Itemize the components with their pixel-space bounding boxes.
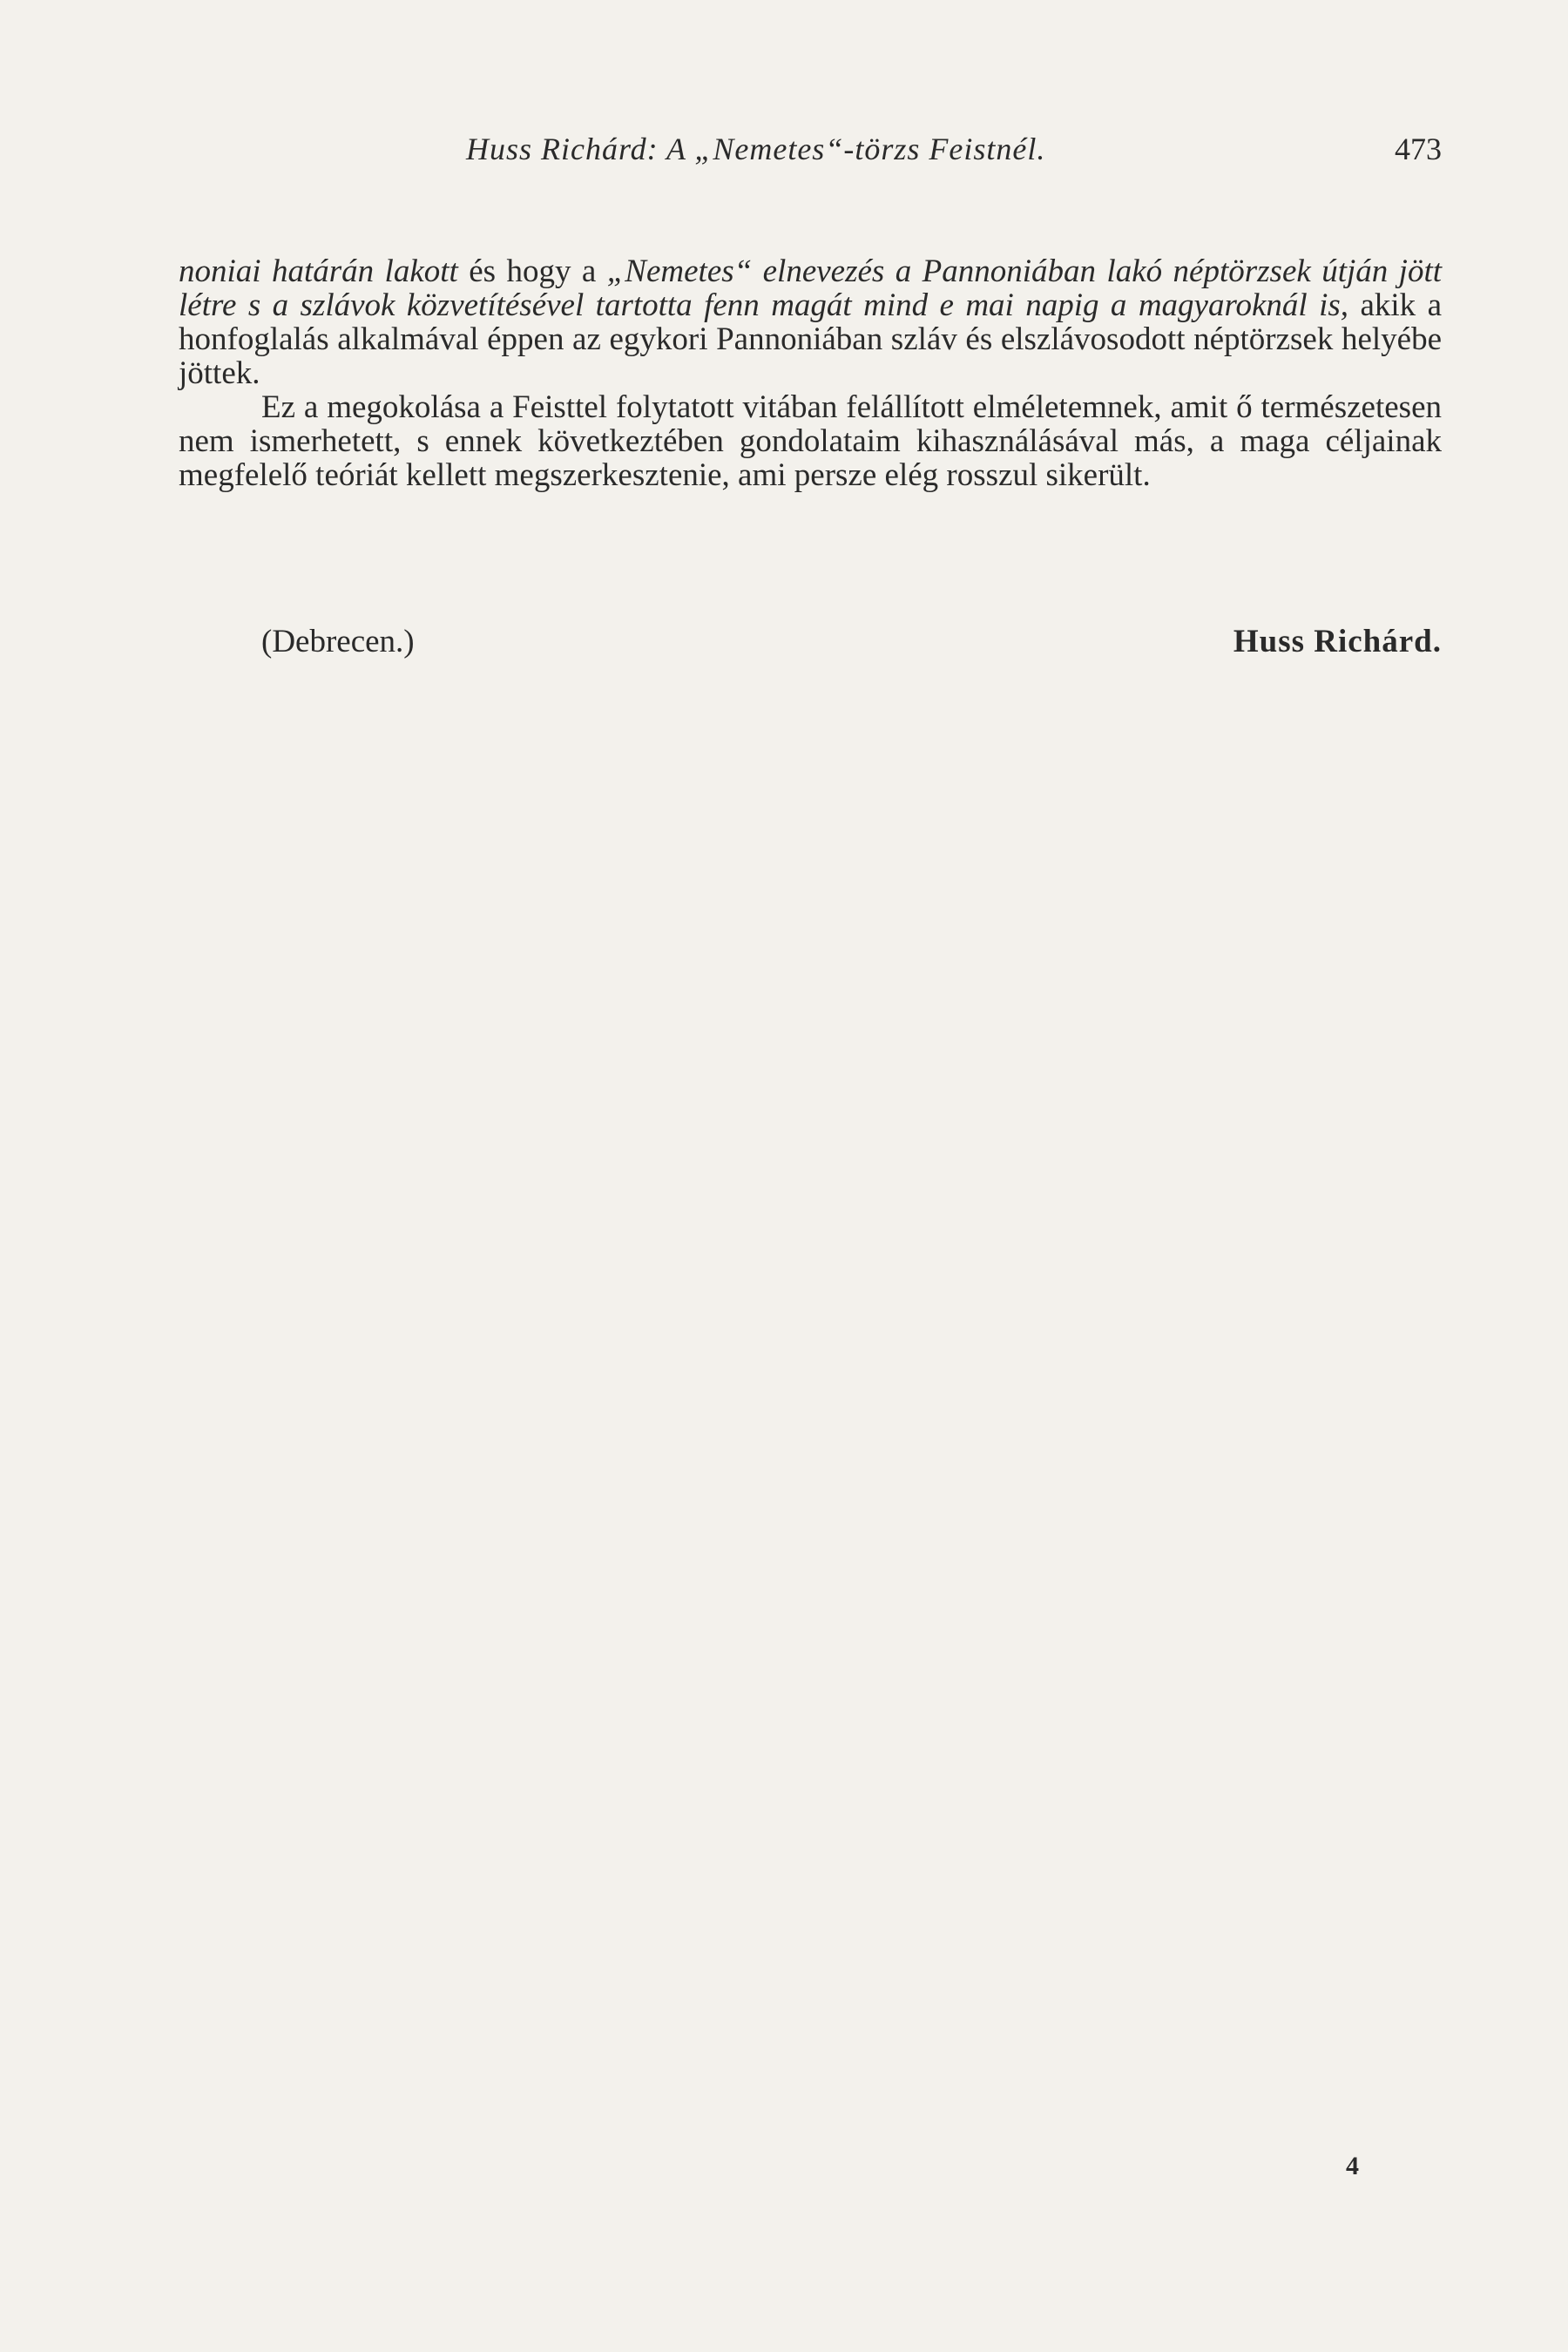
paragraph-1-roman-a: és hogy a (457, 253, 607, 289)
printer-signature-mark: 4 (1346, 2152, 1359, 2180)
paragraph-1-italic-a: noniai határán lakott (179, 253, 458, 289)
paragraph-2: Ez a megokolása a Feisttel folytatott vitában felállított elméletemnek, amit ő természetesen nem ismerhetett, s ennek következtében gondolataim kihasználásával más, a maga céljainak megfelelő teóriát kellett megszerkesztenie, ami persze elég rosszul sikerült. (179, 389, 1442, 493)
paragraph-1 (179, 254, 1442, 390)
paragraph-1-italic-b: „Nemetes“ elnevezés a Pannoniában lakó néptörzsek útján jött létre s a szlávok közvetítésével tartotta fenn magát mind e mai napig a magyaroknál is, (179, 253, 1443, 323)
signature-author: Huss Richárd. (1233, 624, 1442, 659)
signature-place: (Debrecen.) (261, 624, 415, 659)
signature-line (179, 623, 1442, 666)
body-text (179, 254, 1442, 492)
running-head (179, 131, 1442, 174)
running-title: Huss Richárd: A „Nemetes“-törzs Feistnél. (466, 132, 1046, 166)
page-number: 473 (1395, 132, 1442, 166)
paragraph-1-roman-b: akik a honfoglalás alkalmával éppen az egykori Pannoniában szláv és elszlávosodott néptörzsek helyébe jöttek. (179, 287, 1443, 391)
